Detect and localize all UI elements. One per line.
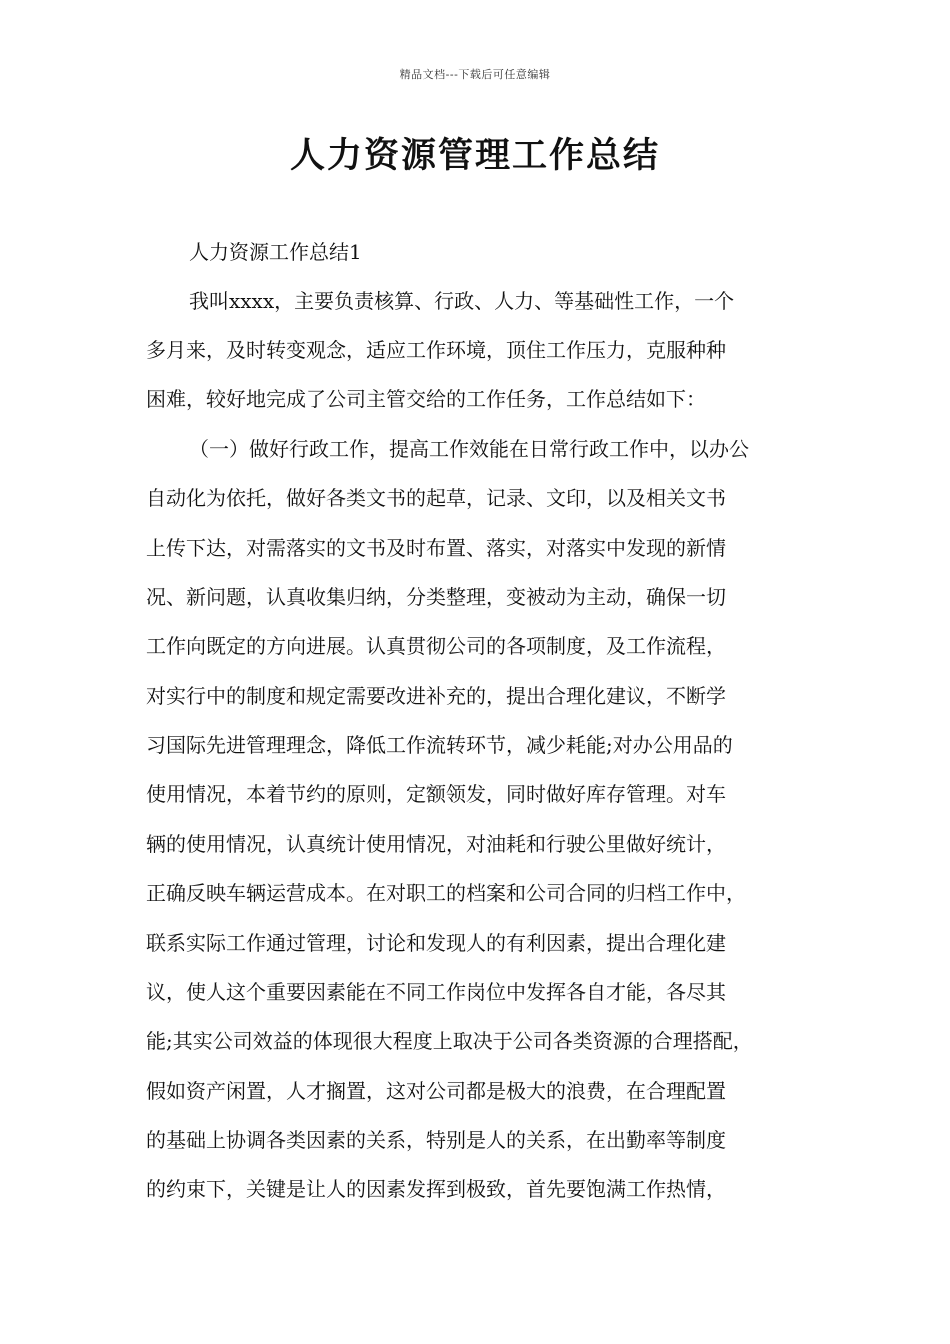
paragraph-line: 议，使人这个重要因素能在不同工作岗位中发挥各自才能，各尽其 bbox=[146, 980, 726, 1004]
paragraph-line: 对实行中的制度和规定需要改进补充的，提出合理化建议，不断学 bbox=[146, 684, 726, 708]
paragraph-line: 的基础上协调各类因素的关系，特别是人的关系，在出勤率等制度 bbox=[146, 1128, 726, 1152]
paragraph-line: 困难，较好地完成了公司主管交给的工作任务，工作总结如下： bbox=[146, 387, 706, 411]
paragraph-line: 上传下达，对需落实的文书及时布置、落实，对落实中发现的新情 bbox=[146, 536, 726, 560]
paragraph-line: 自动化为依托，做好各类文书的起草，记录、文印，以及相关文书 bbox=[146, 486, 726, 510]
paragraph-line: 假如资产闲置，人才搁置，这对公司都是极大的浪费，在合理配置 bbox=[146, 1079, 726, 1103]
paragraph-line: （一）做好行政工作，提高工作效能在日常行政工作中，以办公 bbox=[189, 437, 749, 461]
section-subtitle: 人力资源工作总结1 bbox=[189, 240, 362, 264]
paragraph-line: 我叫xxxx，主要负责核算、行政、人力、等基础性工作，一个 bbox=[189, 289, 735, 313]
paragraph-line: 能;其实公司效益的体现很大程度上取决于公司各类资源的合理搭配， bbox=[146, 1029, 753, 1053]
paragraph-line: 况、新问题，认真收集归纳，分类整理，变被动为主动，确保一切 bbox=[146, 585, 726, 609]
paragraph-line: 习国际先进管理理念，降低工作流转环节，减少耗能;对办公用品的 bbox=[146, 733, 733, 757]
paragraph-line: 联系实际工作通过管理，讨论和发现人的有利因素，提出合理化建 bbox=[146, 931, 726, 955]
header-note: 精品文档---下载后可任意编辑 bbox=[399, 68, 551, 81]
paragraph-line: 使用情况，本着节约的原则，定额领发，同时做好库存管理。对车 bbox=[146, 782, 726, 806]
paragraph-line: 工作向既定的方向进展。认真贯彻公司的各项制度，及工作流程， bbox=[146, 634, 726, 658]
document-title: 人力资源管理工作总结 bbox=[289, 135, 660, 176]
paragraph-line: 正确反映车辆运营成本。在对职工的档案和公司合同的归档工作中， bbox=[146, 881, 746, 905]
paragraph-line: 辆的使用情况，认真统计使用情况，对油耗和行驶公里做好统计， bbox=[146, 832, 726, 856]
paragraph-line: 多月来，及时转变观念，适应工作环境，顶住工作压力，克服种种 bbox=[146, 338, 726, 362]
paragraph-line: 的约束下，关键是让人的因素发挥到极致，首先要饱满工作热情， bbox=[146, 1177, 726, 1201]
